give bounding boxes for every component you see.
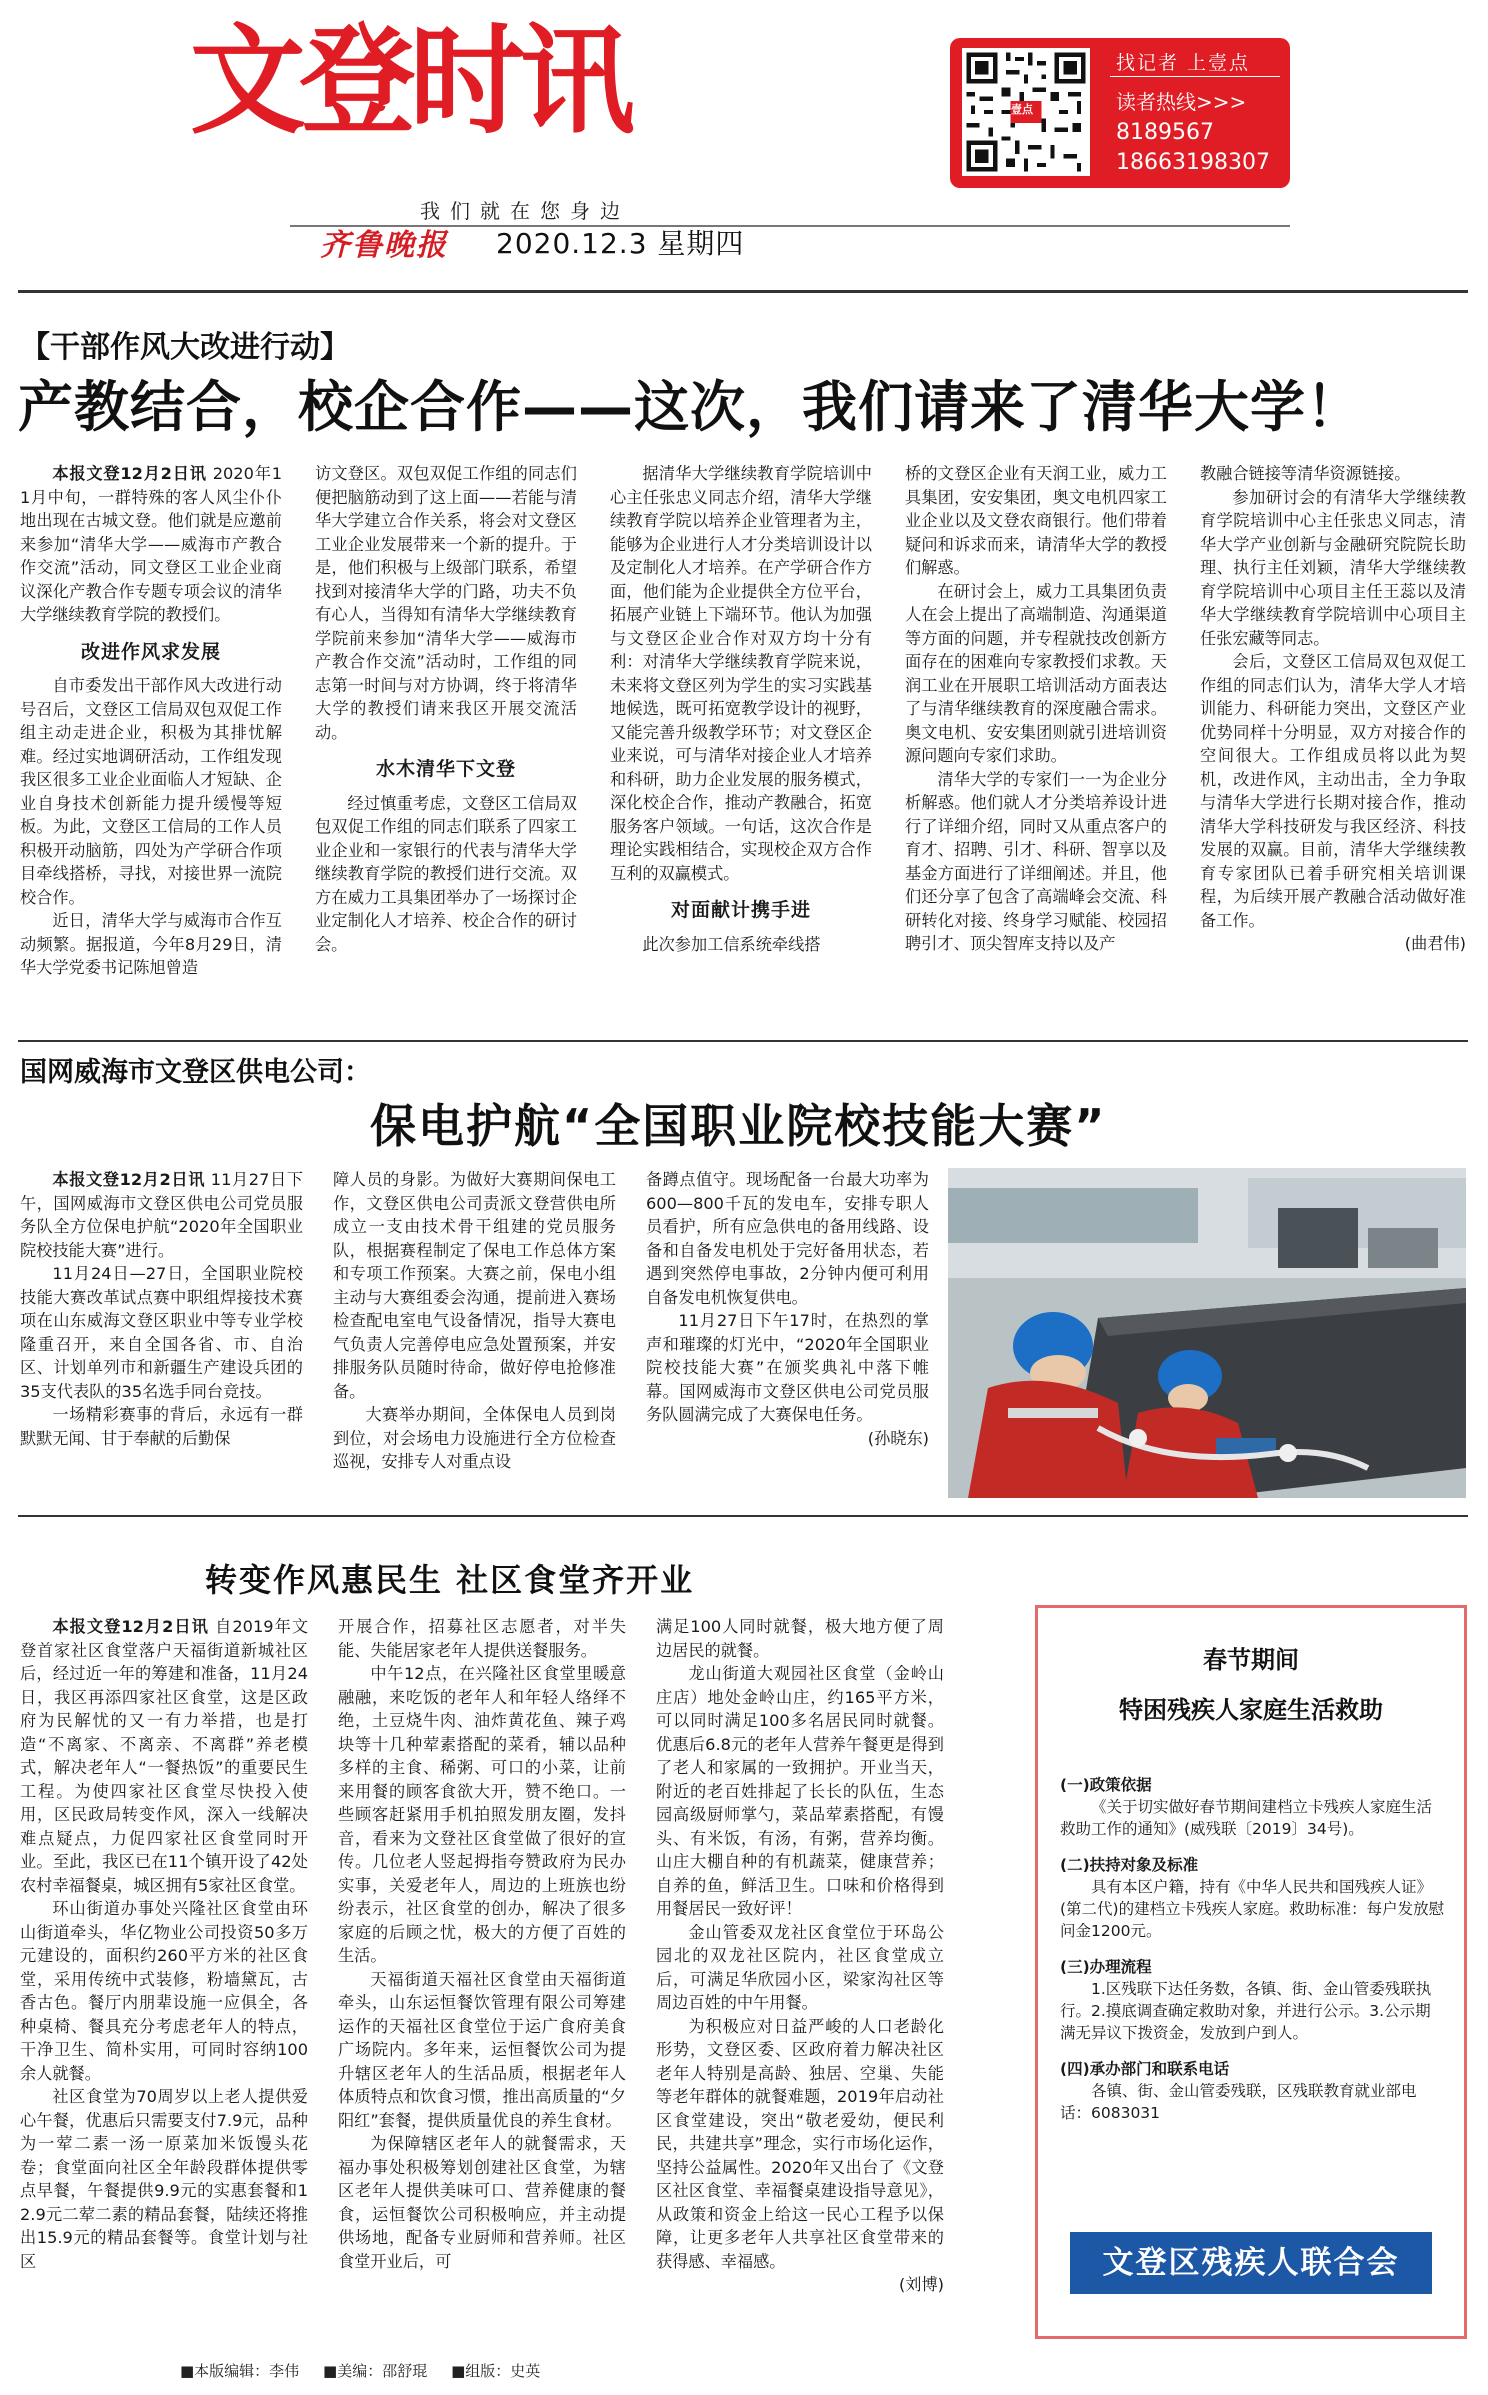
article1-column-5 bbox=[1200, 462, 1466, 1032]
article3-text: 自2019年文登首家社区食堂落户天福街道新城社区后，经过近一年的筹建和准备，11月24日，我区再添四家社区食堂，这是区政府为民解忧的又一有力举措，也是打造“不离家、不离亲、不离群”养老模式，解决老年人“一餐热饭”的重要民生工程。为使四家社区食堂尽快投入使用，区民政局转变作风，深入一线解决难点疑点，力促四家社区食堂同时开业。至此，我区已在11个镇开设了42处农村幸福餐桌，城区拥有5家社区食堂。 bbox=[20, 1617, 308, 1895]
masthead-slogan: 我们就在您身边 bbox=[420, 199, 630, 223]
article3-byline: (刘博) bbox=[898, 2275, 944, 2294]
notice-title: 春节期间 bbox=[1203, 1646, 1299, 1674]
article3-paragraph: 为保障辖区老年人的就餐需求，天福办事处积极筹划创建社区食堂，为辖区老年人提供美味可口、营养健康的餐食，运恒餐饮公司积极响应，并主动提供场地，配备专业厨师和营养师。社区食堂开业后，可 bbox=[338, 2134, 626, 2271]
article1-subheading: 改进作风求发展 bbox=[80, 640, 221, 663]
article1-subheading: 水木清华下文登 bbox=[375, 758, 516, 780]
article1-column-1 bbox=[20, 462, 282, 1032]
newspaper-brand: 齐鲁晚报 bbox=[320, 228, 448, 263]
article2-text: 11月27日下午，国网威海市文登区供电公司党员服务队全方位保电护航“2020年全国职业院校技能大赛”进行。 bbox=[20, 1170, 303, 1260]
article3-paragraph: 天福街道天福社区食堂由天福街道牵头，山东运恒餐饮管理有限公司筹建运作的天福社区食堂位于运广食府美食广场院内。多年来，运恒餐饮公司为提升辖区老年人的生活品质，根据老年人体质特点和饮食习惯，推出高质量的“夕阳红”套餐，提供质量优良的养生食材。 bbox=[338, 1969, 626, 2130]
article3-paragraph: 开展合作，招募社区志愿者，对半失能、失能居家老年人提供送餐服务。 bbox=[338, 1617, 626, 1660]
article2-kicker: 国网威海市文登区供电公司： bbox=[20, 1057, 371, 1088]
article1-text: 2020年11月中旬，一群特殊的客人风尘仆仆地出现在古城文登。他们就是应邀前来参加“清华大学——威海市产教合作交流”活动，同文登区工业企业商议深化产教合作专题专项会议的清华大学继续教育学院的教授们。 bbox=[20, 464, 282, 624]
hotline-phone-1: 8189567 bbox=[1116, 120, 1214, 145]
article1-paragraph: 近日，清华大学与威海市合作互动频繁。据报道，今年8月29日，清华大学党委书记陈旭曾造 bbox=[20, 911, 282, 977]
article2-paragraph: 11月24日—27日，全国职业院校技能大赛改革试点赛中职组焊接技术赛项在山东威海文登区职业中等专业学校隆重召开，来自全国各省、市、自治区、计划单列市和新疆生产建设兵团的35支代表队的35名选手同台竞技。 bbox=[20, 1264, 303, 1401]
article2-paragraph: 大赛举办期间，全体保电人员到岗到位，对会场电力设施进行全方位检查巡视，安排专人对重点设 bbox=[333, 1405, 616, 1471]
article1-column-2 bbox=[315, 462, 577, 1032]
article1-subheading: 对面献计携手进 bbox=[670, 899, 811, 921]
article1-paragraph: 桥的文登区企业有天润工业，威力工具集团，安安集团，奥文电机四家工业企业以及文登农商银行。他们带着疑问和诉求而来，请清华大学的教授们解惑。 bbox=[905, 464, 1167, 577]
article3-paragraph: 龙山街道大观园社区食堂（金岭山庄店）地处金岭山庄，约165平方米，可以同时满足100多名居民同时就餐。优惠后6.8元的老年人营养午餐更是得到了老人和家属的一致拥护。开业当天，附近的老百姓排起了长长的队伍，生态园高级厨师掌勺，菜品荤素搭配，有馒头、有米饭，有汤，有粥，营养均衡。山庄大棚自种的有机蔬菜，健康营养；自养的鱼，鲜活卫生。口味和价格得到用餐居民一致好评！ bbox=[656, 1664, 944, 1918]
notice-body bbox=[1060, 1760, 1446, 2124]
notice-heading: (一)政策依据 bbox=[1060, 1776, 1152, 1794]
article1-column-4 bbox=[905, 462, 1167, 1032]
article1-paragraph: 参加研讨会的有清华大学继续教育学院培训中心主任张忠义同志，清华大学产业创新与金融研究院院长助理、执行主任刘颖，清华大学继续教育学院培训中心项目主任王蕊以及清华大学继续教育学院培训中心项目主任张宏藏等同志。 bbox=[1200, 487, 1466, 648]
footer-editor: ■本版编辑：李伟 bbox=[180, 2362, 300, 2380]
article3-column-3 bbox=[656, 1615, 944, 2345]
article3-paragraph: 金山管委双龙社区食堂位于环岛公园北的双龙社区院内，社区食堂成立后，可满足华欣园小区，梁家沟社区等周边百姓的中午用餐。 bbox=[656, 1922, 944, 2012]
notice-text: 1.区残联下达任务数，各镇、街、金山管委残联执行。2.摸底调查确定救助对象，并进行公示。3.公示期满无异议下拨资金，发放到户到人。 bbox=[1060, 1980, 1432, 2042]
article3-paragraph: 中午12点，在兴隆社区食堂里暖意融融，来吃饭的老年人和年轻人络绎不绝，土豆烧牛肉、油炸黄花鱼、辣子鸡块等十几种荤素搭配的菜肴，辅以品种多样的主食、稀粥、可口的小菜，让前来用餐的顾客食欲大开，赞不绝口。一些顾客赶紧用手机拍照发朋友圈，发抖音，看来为文登社区食堂做了很好的宣传。几位老人竖起拇指夸赞政府为民办实事，关爱老年人，周边的上班族也纷纷表示，社区食堂的创办，解决了很多家庭的后顾之忧，极大的方便了百姓的生活。 bbox=[338, 1664, 626, 1965]
notice-text: 《关于切实做好春节期间建档立卡残疾人家庭生活救助工作的通知》(威残联〔2019〕34号)。 bbox=[1060, 1798, 1433, 1838]
notice-subtitle: 特困残疾人家庭生活救助 bbox=[1119, 1696, 1383, 1724]
article1-paragraph: 经过慎重考虑，文登区工信局双包双促工作组的同志们联系了四家工业企业和一家银行的代表与清华大学继续教育学院的教授们进行交流。双方在威力工具集团举办了一场探讨企业定制化人才培养、校企合作的研讨会。 bbox=[315, 793, 577, 954]
article3-paragraph: 为积极应对日益严峻的人口老龄化形势，文登区委、区政府着力解决社区老年人特别是高龄、独居、空巢、失能等老年群体的就餐难题，2019年启动社区食堂建设，突出“敬老爱幼，便民利民，共建共享”理念，实行市场化运作，坚持公益属性。2020年又出台了《文登区社区食堂、幸福餐桌建设指导意见》，从政策和资金上给这一民心工程予以保障，让更多老年人共享社区食堂带来的获得感、幸福感。 bbox=[656, 2016, 944, 2271]
article2-column-1 bbox=[20, 1168, 303, 1508]
notice-heading: (三)办理流程 bbox=[1060, 1958, 1152, 1976]
masthead-divider bbox=[18, 290, 1468, 293]
article2-paragraph: 11月27日下午17时，在热烈的掌声和璀璨的灯光中，“2020年全国职业院校技能大赛”在颁奖典礼中落下帷幕。国网威海市文登区供电公司党员服务队圆满完成了大赛保电任务。 bbox=[646, 1311, 929, 1424]
power-workers-photo bbox=[948, 1168, 1466, 1498]
issue-date: 2020.12.3 星期四 bbox=[496, 227, 745, 260]
section-divider bbox=[18, 1040, 1468, 1042]
article2-headline: 保电护航“全国职业院校技能大赛” bbox=[370, 1099, 1107, 1153]
disabled-federation-banner: 文登区残疾人联合会 bbox=[1070, 2232, 1432, 2294]
notice-text: 各镇、街、金山管委残联，区残联教育就业部电话：6083031 bbox=[1060, 2082, 1417, 2122]
article3-column-2 bbox=[338, 1615, 626, 2345]
article2-paragraph: 备蹲点值守。现场配备一台最大功率为600—800千瓦的发电车，安排专职人员看护，所有应急供电的备用线路、设备和自备发电机处于完好备用状态，若遇到突然停电事故，2分钟内便可利用自备发电机恢复供电。 bbox=[646, 1170, 929, 1307]
article3-paragraph: 社区食堂为70周岁以上老人提供爱心午餐，优惠后只需要支付7.9元，品种为一荤二素一汤一原菜加米饭馒头花卷；食堂面向社区全年龄段群体提供零点早餐，午餐提供9.9元的实惠套餐和12.9元二荤二素的精品套餐，陆续还将推出15.9元的精品套餐等。食堂计划与社区 bbox=[20, 2087, 308, 2271]
article1-paragraph: 访文登区。双包双促工作组的同志们便把脑筋动到了这上面——若能与清华大学建立合作关系，将会对文登区工业企业发展带来一个新的提升。于是，他们积极与上级部门联系，希望找到对接清华大学的门路，功夫不负有心人，当得知有清华大学继续教育学院前来参加“清华大学——威海市产教合作交流”活动时，工作组的同志第一时间与对方协调，终于将清华大学的教授们请来我区开展交流活动。 bbox=[315, 464, 577, 742]
article2-column-2 bbox=[333, 1168, 616, 1508]
article1-lead: 本报文登12月2日讯 bbox=[52, 464, 207, 483]
hotline-label: 读者热线>>> bbox=[1116, 90, 1247, 114]
qr-label: 壹点 bbox=[1011, 103, 1033, 116]
article3-headline: 转变作风惠民生 社区食堂齐开业 bbox=[205, 1561, 695, 1599]
contact-divider bbox=[1110, 76, 1280, 77]
article1-byline: (曲君伟) bbox=[1404, 934, 1466, 953]
article1-paragraph: 教融合链接等清华资源链接。 bbox=[1200, 464, 1411, 483]
notice-heading: (二)扶持对象及标准 bbox=[1060, 1856, 1199, 1874]
notice-heading: (四)承办部门和联系电话 bbox=[1060, 2060, 1230, 2078]
notice-text: 具有本区户籍，持有《中华人民共和国残疾人证》(第二代)的建档立卡残疾人家庭。救助标准：每户发放慰问金1200元。 bbox=[1060, 1878, 1445, 1940]
article3-paragraph: 满足100人同时就餐，极大地方便了周边居民的就餐。 bbox=[656, 1617, 944, 1660]
article1-paragraph: 自市委发出干部作风大改进行动号召后，文登区工信局双包双促工作组主动走进企业，积极为其排忧解难。经过实地调研活动，工作组发现我区很多工业企业面临人才短缺、企业自身技术创新能力提升缓慢等短板。为此，文登区工信局的工作人员积极开动脑筋，四处为产学研合作项目牵线搭桥，寻找，对接世界一流院校合作。 bbox=[20, 676, 282, 907]
article2-byline: (孙晓东) bbox=[867, 1428, 929, 1448]
article2-lead: 本报文登12月2日讯 bbox=[52, 1170, 206, 1189]
article3-lead: 本报文登12月2日讯 bbox=[52, 1617, 209, 1636]
article2-column-3 bbox=[646, 1168, 929, 1508]
hotline-phone-2: 18663198307 bbox=[1116, 150, 1270, 175]
article1-paragraph: 清华大学的专家们一一为企业分析解惑。他们就人才分类培养设计进行了详细介绍，同时又从重点客户的育才、招聘、引才、科研、智享以及基金方面进行了详细阐述。并且，他们还分享了包含了高端峰会交流、科研转化对接、终身学习赋能、校园招聘引才、顶尖智库支持以及产 bbox=[905, 769, 1167, 953]
article1-column-3 bbox=[610, 462, 872, 1032]
footer-proofer: ■组版：史英 bbox=[451, 2362, 541, 2380]
masthead-title: 文登时讯 bbox=[190, 12, 630, 150]
article1-kicker: 【干部作风大改进行动】 bbox=[20, 330, 350, 365]
article1-paragraph: 在研讨会上，威力工具集团负责人在会上提出了高端制造、沟通渠道等方面的问题，并专程就技改创新方面存在的困难向专家教授们求教。天润工业在开展职工培训活动方面表达了与清华继续教育的深度融合需求。奥文电机、安安集团则就引进培训资源问题向专家们求助。 bbox=[905, 581, 1167, 765]
article3-column-1 bbox=[20, 1615, 308, 2345]
footer-designer: ■美编：邵舒琨 bbox=[323, 2362, 428, 2380]
footer-credits bbox=[180, 2360, 540, 2381]
section-divider bbox=[18, 1515, 1468, 1517]
article1-paragraph: 会后，文登区工信局双包双促工作组的同志们认为，清华大学人才培训能力、科研能力突出，文登区产业优势同样十分明显，双方对接合作的空间很大。工作组成员将以此为契机，改进作风，主动出击，全力争取与清华大学进行长期对接合作，推动清华大学科技研发与我区经济、科技发展的双赢。目前，清华大学继续教育专家团队已着手研究相关培训课程，为后续开展产教融合活动做好准备工作。 bbox=[1200, 652, 1466, 930]
reporter-label: 找记者 上壹点 bbox=[1116, 52, 1251, 74]
article3-paragraph: 环山街道办事处兴隆社区食堂由环山街道牵头，华亿物业公司投资50多万元建设的，面积约260平方米的社区食堂，采用传统中式装修，粉墙黛瓦，古香古色。餐厅内朋辈设施一应俱全，各种桌椅、餐具充分考虑老年人的特点，干净卫生、简朴实用，可同时容纳100余人就餐。 bbox=[20, 1899, 308, 2083]
article2-paragraph: 一场精彩赛事的背后，永远有一群默默无闻、甘于奉献的后勤保 bbox=[20, 1405, 303, 1448]
article2-paragraph: 障人员的身影。为做好大赛期间保电工作，文登区供电公司责派文登营供电所成立一支由技术骨干组建的党员服务队，根据赛程制定了保电工作总体方案和专项工作预案。大赛之前，保电小组主动与大赛组委会沟通，提前进入赛场检查配电室电气设备情况，指导大赛电气负责人完善停电应急处置预案，并安排服务队员随时待命，做好停电抢修准备。 bbox=[333, 1170, 616, 1401]
article1-paragraph: 据清华大学继续教育学院培训中心主任张忠义同志介绍，清华大学继续教育学院以培养企业管理者为主，能够为企业进行人才分类培训设计以及定制化人才培养。在产学研合作方面，他们能为企业提供全方位平台，拓展产业链上下端环节。他认为加强与文登区企业合作对双方均十分有利：对清华大学继续教育学院来说，未来将文登区列为学生的实习实践基地候选，既可拓宽教学设计的视野，又能完善升级教学环节；对文登区企业来说，可与清华对接企业人才培养和科研，助力企业发展的服务模式，深化校企合作，推动产教融合，拓宽服务客户领域。一句话，这次合作是理论实践相结合，实现校企双方合作互利的双赢模式。 bbox=[610, 464, 872, 883]
article1-headline: 产教结合，校企合作——这次，我们请来了清华大学！ bbox=[18, 375, 1363, 439]
article1-paragraph: 此次参加工信系统牵线搭 bbox=[642, 934, 821, 954]
